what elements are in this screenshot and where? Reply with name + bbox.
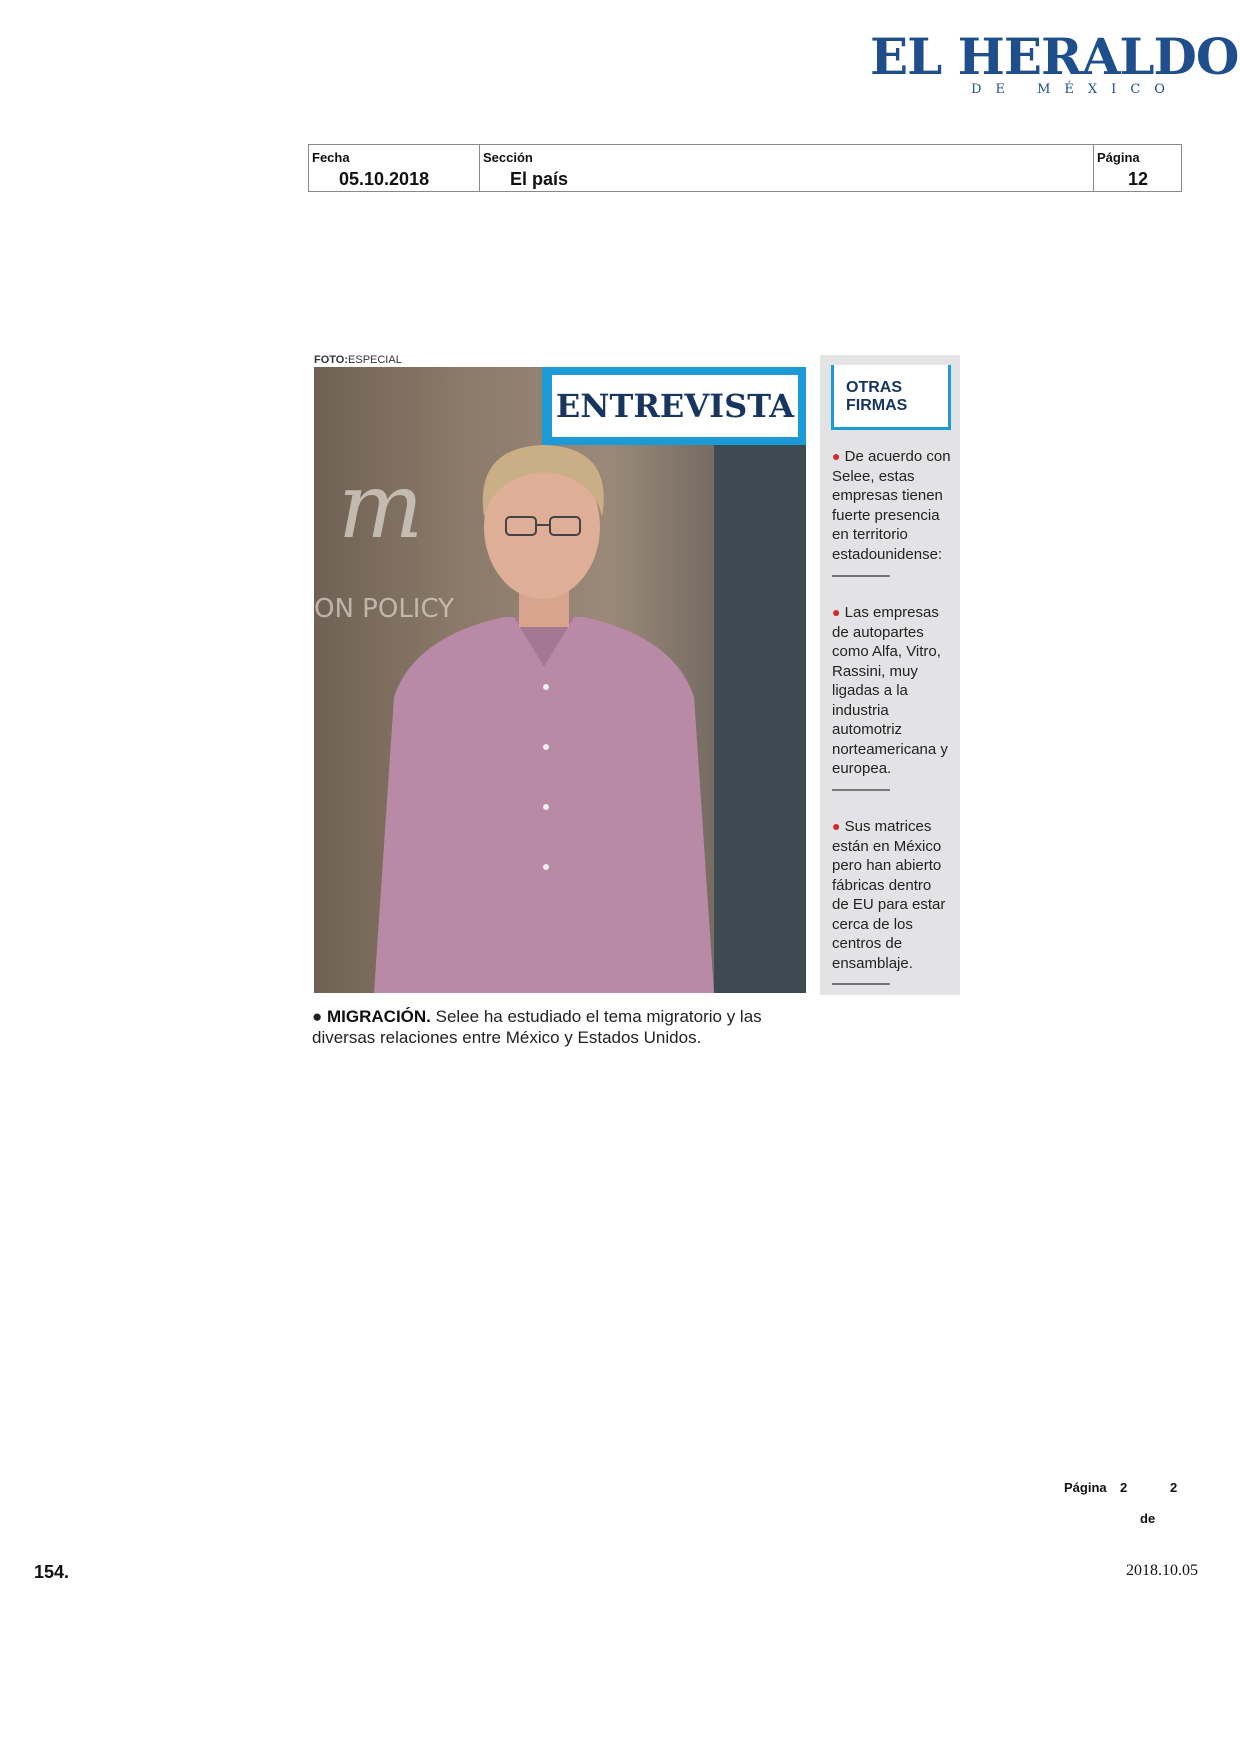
caption-text: Selee ha estudiado el tema migratorio y las diversas relaciones entre México y Estados Unidos. [312, 1007, 762, 1047]
footer-page-total: 2 [1170, 1480, 1178, 1495]
bullet-icon: ● [832, 818, 841, 834]
sidebar-item-text: De acuerdo con Selee, estas empresas tienen fuerte presencia en territorio estadounidense: [832, 448, 951, 563]
entrevista-banner [542, 367, 806, 445]
sidebar-item-text: Las empresas de autopartes como Alfa, Vitro, Rassini, muy ligadas a la industria automotriz norteamericana y europea. [832, 604, 948, 777]
bullet-icon: ● [832, 604, 841, 620]
photo-caption [312, 1006, 792, 1048]
seccion-label: Sección [483, 150, 533, 165]
pagina-value: 12 [1128, 169, 1149, 189]
pagina-cell [1093, 145, 1182, 191]
sidebar-header-line2: FIRMAS [846, 397, 908, 414]
footer-de-label: de [1140, 1511, 1156, 1526]
sidebar-divider [832, 789, 890, 791]
pagina-label: Página [1097, 150, 1140, 165]
sidebar-header [831, 365, 951, 430]
entrevista-label: ENTREVISTA [552, 375, 798, 437]
masthead-name: EL HERALDO [870, 27, 1239, 86]
metadata-box [308, 144, 1182, 192]
svg-text:ON POLICY: ON POLICY [314, 594, 455, 624]
sidebar-header-line1: OTRAS [846, 379, 902, 396]
footer-page-current: 2 [1120, 1480, 1128, 1495]
caption-lead: MIGRACIÓN. [327, 1007, 431, 1026]
bullet-icon: ● [832, 448, 841, 464]
svg-text:m: m [338, 454, 424, 559]
sidebar-item [832, 603, 952, 779]
footer-date: 2018.10.05 [1126, 1562, 1198, 1579]
footer-page-label: Página [1064, 1480, 1107, 1495]
photo-illustration [314, 367, 806, 993]
fecha-label: Fecha [312, 150, 350, 165]
fecha-cell [309, 145, 479, 191]
interview-photo [314, 367, 806, 993]
photo-credit [314, 354, 402, 366]
sidebar-divider [832, 983, 890, 985]
otras-firmas-sidebar [820, 355, 960, 995]
masthead-subtitle: DE MÉXICO [971, 82, 1179, 97]
seccion-value: El país [510, 169, 569, 189]
sidebar-item-text: Sus matrices están en México pero han abierto fábricas dentro de EU para estar cerca de los centros de ensamblaje. [832, 818, 946, 972]
photo-credit-label: FOTO: [314, 354, 349, 366]
masthead-logo [870, 27, 1239, 98]
photo-credit-value: ESPECIAL [348, 354, 402, 366]
sidebar-item [832, 817, 952, 973]
seccion-cell [479, 145, 1094, 191]
sidebar-item [832, 447, 952, 564]
sidebar-divider [832, 575, 890, 577]
fecha-value: 05.10.2018 [339, 169, 430, 189]
bullet-icon: ● [312, 1007, 323, 1026]
footer-code: 154. [34, 1562, 70, 1582]
